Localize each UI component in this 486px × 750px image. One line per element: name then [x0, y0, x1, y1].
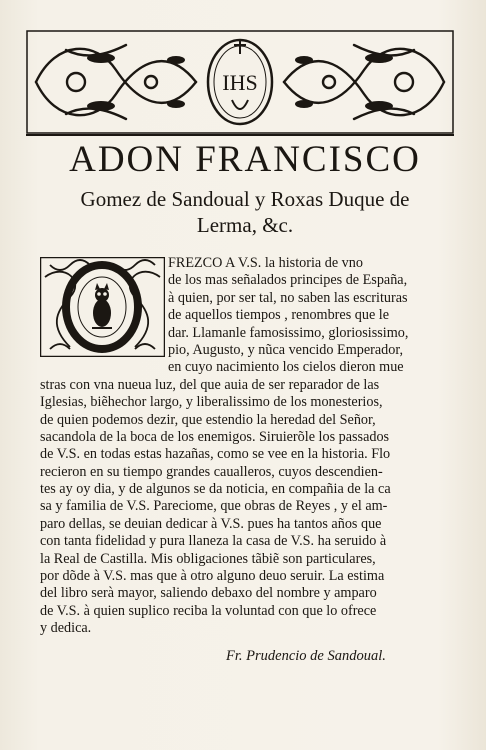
dedication-text	[40, 255, 430, 638]
text-line: à quien, por ser tal, no saben las escrituras	[168, 289, 408, 306]
title-rule	[26, 134, 454, 136]
subtitle-line: Gomez de Sandoual y Roxas Duque de	[80, 187, 410, 211]
ihs-monogram: IHS	[222, 70, 258, 95]
text-line: tes ay oy dia, y de algunos se da noticia, en compañia de la ca	[40, 481, 391, 498]
text-line: de quien podemos dezir, que estendio la heredad del Señor,	[40, 411, 376, 428]
text-line: y dedica.	[40, 620, 92, 637]
subtitle-line: Lerma, &c.	[196, 213, 294, 237]
text-line: la Real de Castilla. Mis obligaciones tãbiẽ son particulares,	[40, 550, 376, 567]
text-line: stras con vna nueua luz, del que auia de ser reparador de las	[40, 376, 380, 393]
text-line: de los mas señalados principes de España,	[168, 272, 408, 289]
text-line: sa y familia de V.S. Pareciome, que obras de Reyes , y el am-	[40, 498, 388, 515]
text-line: de aquellos tiempos , renombres que le	[168, 307, 390, 324]
ornamental-headpiece	[26, 30, 454, 134]
text-line: FREZCO A V.S. la historia de vno	[168, 255, 363, 271]
text-line: Iglesias, biẽhechor largo, y liberalissimo de los monesterios,	[40, 394, 383, 411]
text-line: paro dellas, se deuian dedicar à V.S. pues ha tantos años que	[40, 515, 382, 532]
text-line: dar. Llamanle famosissimo, gloriosissimo,	[168, 324, 409, 341]
text-line: en cuyo nacimiento los cielos dieron mue	[168, 359, 404, 376]
text-line: por dõde à V.S. mas que à otro alguno deuo seruir. La estima	[40, 568, 385, 585]
page-title: ADON FRANCISCO	[69, 139, 421, 180]
text-line: sacandola de la boca de los enemigos. Siruierõle los passados	[40, 428, 390, 445]
subtitle	[40, 186, 450, 238]
text-line: pio, Augusto, y nũca vencido Emperador,	[168, 341, 404, 358]
text-line: de V.S. à quien suplico reciba la voluntad con que lo ofrece	[40, 602, 377, 619]
text-line: de V.S. en todas estas hazañas, como se vee en la historia. Flo	[40, 446, 391, 463]
signature: Fr. Prudencio de Sandoual.	[226, 648, 386, 664]
text-line: del libro serà mayor, saliendo debaxo del nombre y amparo	[40, 585, 377, 602]
text-line: con tanta fidelidad y pura llaneza la casa de V.S. ha seruido à	[40, 533, 387, 550]
text-line: recieron en su tiempo grandes caualleros, cuyos descendien-	[40, 463, 383, 480]
